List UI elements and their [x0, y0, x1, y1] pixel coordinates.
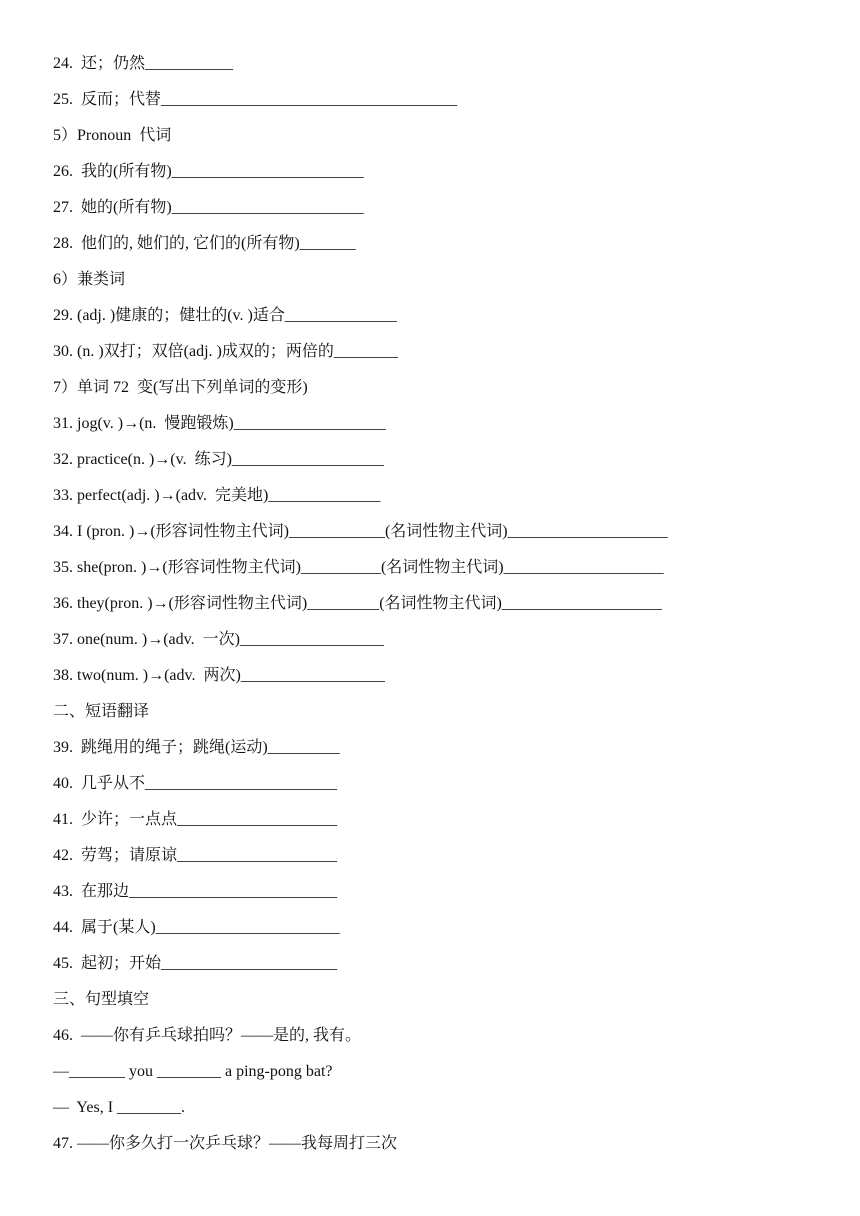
item-31: 31. jog(v. )→(n. 慢跑锻炼)___________________	[53, 415, 386, 432]
section-word-forms-heading: 7）单词 72 变(写出下列单词的变形)	[53, 379, 308, 396]
item-35: 35. she(pron. )→(形容词性物主代词)__________(名词性物主代词)____________________	[53, 559, 664, 576]
item-42: 42. 劳驾；请原谅____________________	[53, 847, 338, 864]
item-29: 29. (adj. )健康的；健壮的(v. )适合______________	[53, 307, 397, 324]
item-30: 30. (n. )双打；双倍(adj. )成双的；两倍的________	[53, 343, 398, 360]
item-46-answer: — Yes, I ________.	[53, 1099, 186, 1116]
item-40: 40. 几乎从不________________________	[53, 775, 338, 792]
item-26: 26. 我的(所有物)________________________	[53, 163, 364, 180]
item-25: 25. 反而；代替_____________________________________	[53, 91, 458, 108]
section-sentence-fill-heading: 三、句型填空	[53, 991, 150, 1008]
item-39: 39. 跳绳用的绳子；跳绳(运动)_________	[53, 739, 340, 756]
item-33: 33. perfect(adj. )→(adv. 完美地)______________	[53, 487, 381, 504]
item-38: 38. two(num. )→(adv. 两次)__________________	[53, 667, 385, 684]
item-27: 27. 她的(所有物)________________________	[53, 199, 364, 216]
item-46-prompt: 46. ——你有乒乓球拍吗？——是的, 我有。	[53, 1027, 362, 1044]
item-43: 43. 在那边__________________________	[53, 883, 338, 900]
section-phrase-translation-heading: 二、短语翻译	[53, 703, 150, 720]
section-pronoun-heading: 5）Pronoun 代词	[53, 127, 172, 144]
item-32: 32. practice(n. )→(v. 练习)___________________	[53, 451, 384, 468]
item-46-question: —_______ you ________ a ping-pong bat?	[53, 1063, 333, 1080]
item-28: 28. 他们的, 她们的, 它们的(所有物)_______	[53, 235, 356, 252]
worksheet-page	[53, 52, 833, 1168]
item-44: 44. 属于(某人)_______________________	[53, 919, 340, 936]
item-36: 36. they(pron. )→(形容词性物主代词)_________(名词性物主代词)____________________	[53, 595, 662, 612]
item-37: 37. one(num. )→(adv. 一次)__________________	[53, 631, 384, 648]
item-24: 24. 还；仍然___________	[53, 55, 234, 72]
item-34: 34. I (pron. )→(形容词性物主代词)____________(名词性物主代词)____________________	[53, 523, 668, 540]
section-multi-class-heading: 6）兼类词	[53, 271, 126, 288]
item-47-prompt: 47. ——你多久打一次乒乓球？——我每周打三次	[53, 1135, 398, 1152]
item-45: 45. 起初；开始______________________	[53, 955, 338, 972]
item-41: 41. 少许；一点点____________________	[53, 811, 338, 828]
